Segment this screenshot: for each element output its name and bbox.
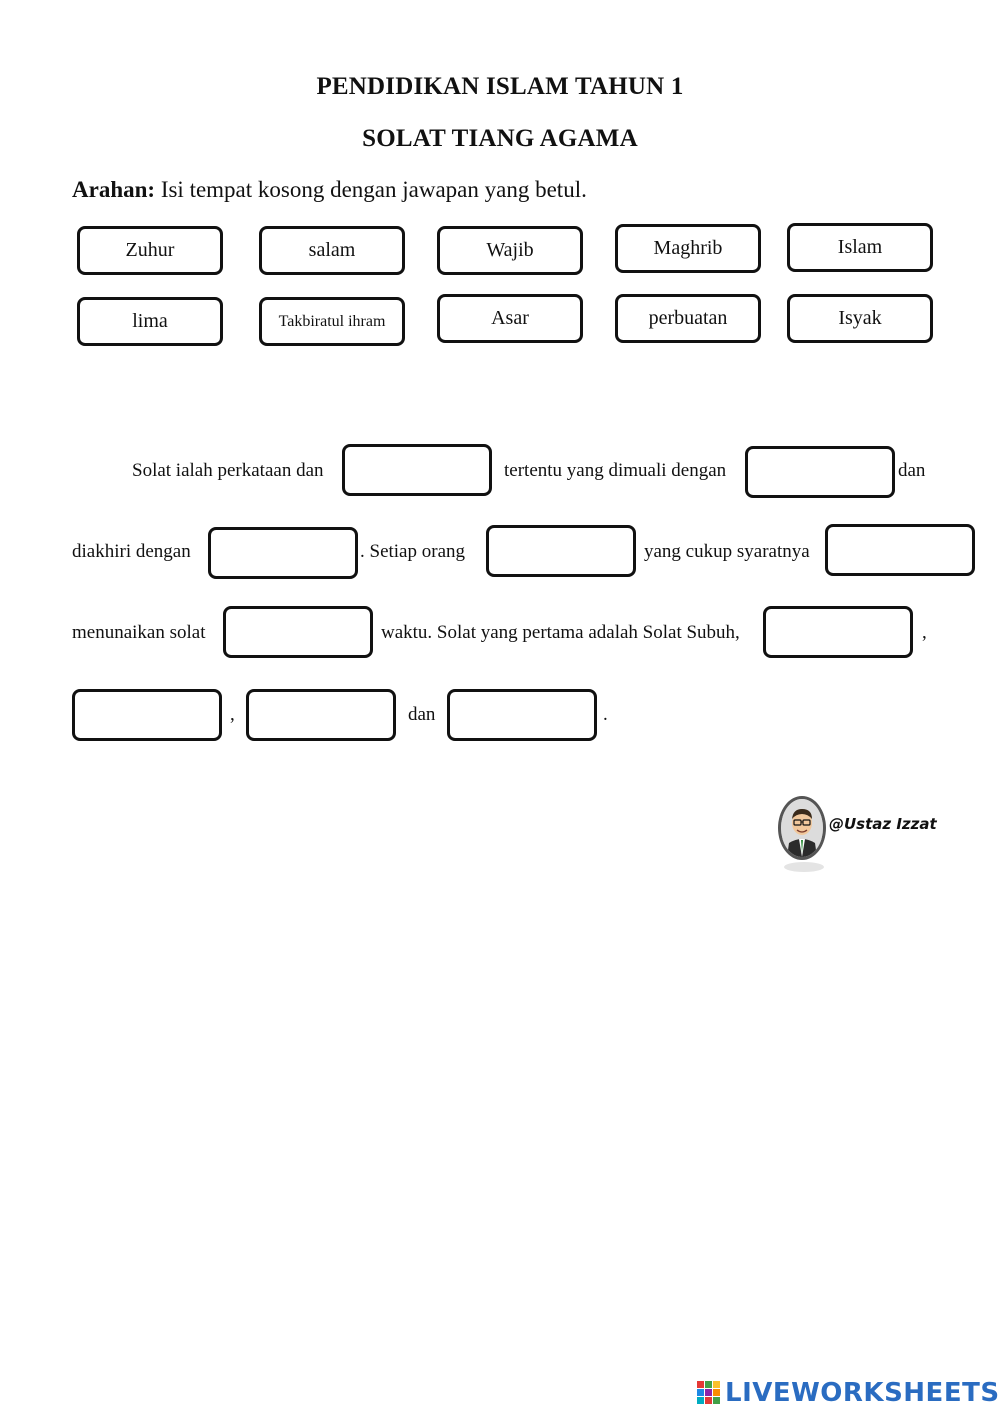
worksheet-subtitle: SOLAT TIANG AGAMA <box>362 125 638 152</box>
passage-text: Solat ialah perkataan dan <box>132 460 324 481</box>
passage-text: waktu. Solat yang pertama adalah Solat Subuh, <box>381 622 740 643</box>
passage-text: diakhiri dengan <box>72 541 191 562</box>
answer-blank-4[interactable] <box>486 525 636 577</box>
passage-text: . <box>603 704 608 725</box>
liveworksheets-logo <box>697 1378 1000 1408</box>
passage-text: . Setiap orang <box>360 541 466 562</box>
answer-blank-7[interactable] <box>763 606 913 658</box>
instruction <box>72 177 587 203</box>
word-card[interactable]: lima <box>77 297 223 346</box>
word-card[interactable]: salam <box>259 226 405 275</box>
avatar-shadow <box>784 862 824 872</box>
word-card[interactable]: Asar <box>437 294 583 343</box>
answer-blank-9[interactable] <box>246 689 396 741</box>
instruction-label: Arahan: <box>72 177 156 202</box>
passage-text: dan <box>408 704 436 725</box>
answer-blank-2[interactable] <box>745 446 895 498</box>
worksheet-title: PENDIDIKAN ISLAM TAHUN 1 <box>316 73 684 100</box>
brand-name: LIVEWORKSHEETS <box>725 1378 1000 1408</box>
teacher-cartoon-icon <box>781 799 823 857</box>
passage-text: , <box>230 704 235 725</box>
answer-blank-1[interactable] <box>342 444 492 496</box>
word-card[interactable]: Isyak <box>787 294 933 343</box>
answer-blank-6[interactable] <box>223 606 373 658</box>
passage-text: yang cukup syaratnya <box>644 541 810 562</box>
word-card[interactable]: Wajib <box>437 226 583 275</box>
answer-blank-3[interactable] <box>208 527 358 579</box>
answer-blank-5[interactable] <box>825 524 975 576</box>
word-card[interactable]: Islam <box>787 223 933 272</box>
answer-blank-10[interactable] <box>447 689 597 741</box>
passage-text: tertentu yang dimuali dengan <box>504 460 727 481</box>
word-card[interactable]: perbuatan <box>615 294 761 343</box>
word-card[interactable]: Takbiratul ihram <box>259 297 405 346</box>
passage-text: , <box>922 622 927 643</box>
passage-text: dan <box>898 460 926 481</box>
instruction-text: Isi tempat kosong dengan jawapan yang betul. <box>155 177 587 202</box>
word-card[interactable]: Maghrib <box>615 224 761 273</box>
avatar <box>778 796 826 860</box>
word-card[interactable]: Zuhur <box>77 226 223 275</box>
answer-blank-8[interactable] <box>72 689 222 741</box>
passage-text: menunaikan solat <box>72 622 206 643</box>
liveworksheets-icon <box>697 1381 721 1405</box>
author-credit: @Ustaz Izzat <box>829 815 937 833</box>
